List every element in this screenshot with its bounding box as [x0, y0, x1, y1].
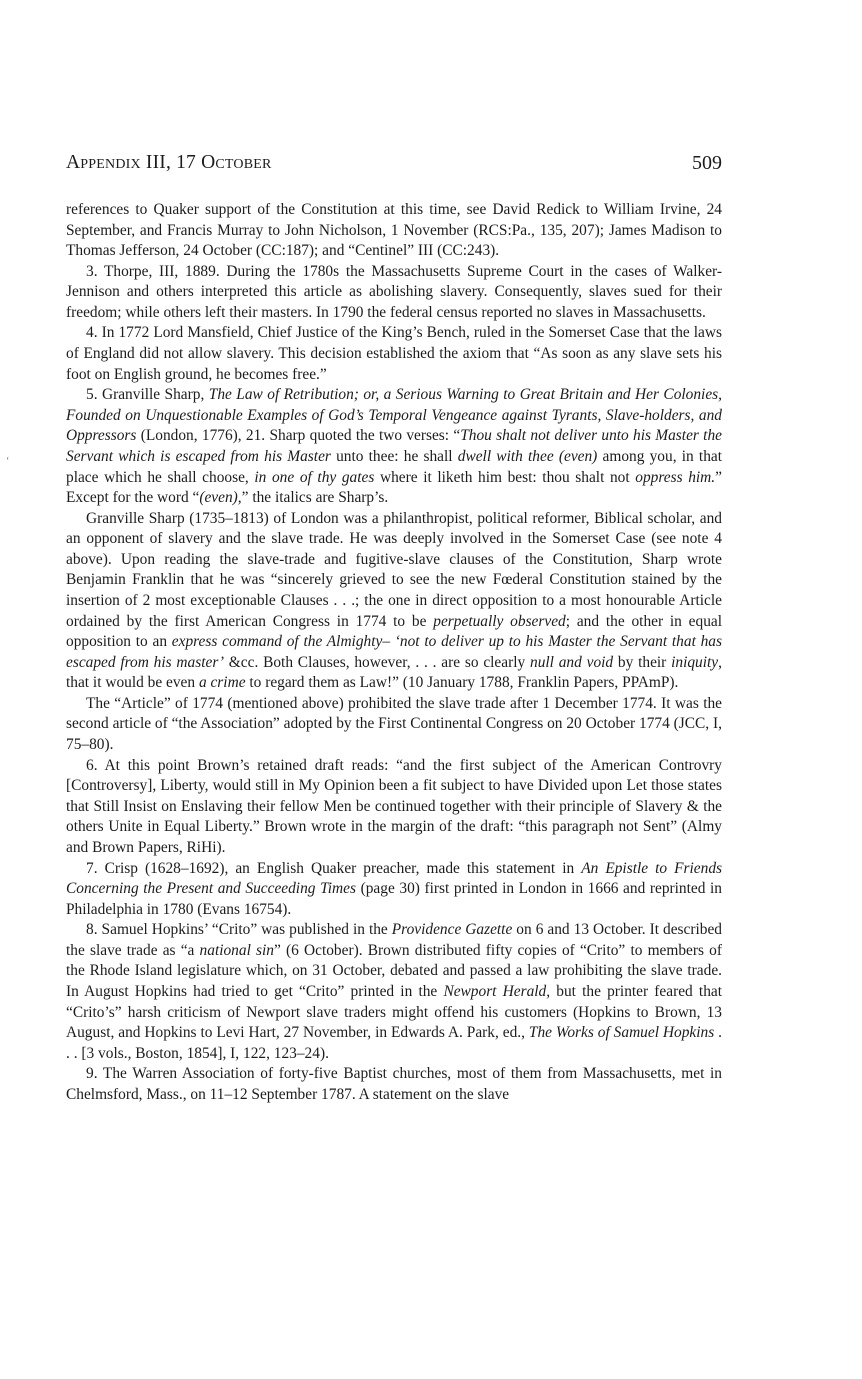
text-run: on 6 and 13 October. It described the slave trade as “a: [66, 921, 722, 959]
text-run: ” Except for the word “: [66, 468, 722, 507]
note-6: [66, 756, 722, 859]
text-run: 3. Thorpe, III, 1889. During the 1780s the Massachusetts Supreme Court in the cases of Walker-Jennison and others interpreted this article as abolishing slavery. Consequently, slaves sued for their freedom; while others left their masters. In 1790 the federal census reported no slaves in Massachusetts.: [66, 262, 722, 321]
text-run: 5. Granville Sharp,: [86, 386, 209, 404]
italic-run: a crime: [198, 674, 246, 692]
text-run: references to Quaker support of the Constitution at this time, see David Redick to William Irvine, 24 September, and Francis Murray to John Nicholson, 1 November (RCS:Pa., 135, 207); James Madison to Thomas Jefferson, 24 October (CC:187); and “Centinel” III (CC:243).: [66, 201, 722, 260]
italic-run: national sin: [199, 941, 274, 959]
italic-run: oppress him.: [635, 468, 716, 486]
running-head: [66, 152, 722, 180]
text-run: &cc. Both Clauses, however, . . . are so clearly: [224, 653, 530, 671]
note-2-continuation: [66, 200, 722, 262]
italic-run: Thou shalt not deliver unto his Master the Servant which is escaped from his Master: [66, 427, 722, 465]
note-3: [66, 262, 722, 324]
note-4: [66, 323, 722, 385]
italic-run: The Works of Samuel Hopkins: [528, 1024, 715, 1042]
italic-run: Newport Herald,: [443, 982, 551, 1000]
text-run: 7. Crisp (1628–1692), an English Quaker preacher, made this statement in: [86, 859, 582, 877]
italic-run: dwell with thee (even): [457, 447, 598, 465]
text-run: ” (6 October). Brown distributed fifty copies of “Crito” to members of the Rhode Island legislature which, on 31 October, debated and passed a law prohibiting the slave trade. In August Hopkins had tried to get “Crito” printed in the: [66, 941, 722, 1000]
text-run: but the printer feared that “Crito’s” harsh criticism of Newport slave traders might offend his customers (Hopkins to Brown, 13 August, and Hopkins to Levi Hart, 27 November, in Edwards A. Park, ed.,: [66, 982, 722, 1042]
text-run: to regard them as Law!” (10 January 1788, Franklin Papers, PPAmP).: [245, 674, 679, 692]
italic-run: null and void: [530, 653, 614, 671]
italic-run: An Epistle to Friends Concerning the Present and Succeeding Times: [66, 859, 722, 898]
italic-run: (even),: [199, 489, 242, 507]
note-5-sharp-bio: [66, 509, 722, 694]
text-run: (page 30) first printed in London in 1666 and reprinted in Philadelphia in 1780 (Evans 16754).: [66, 880, 722, 918]
note-9: [66, 1064, 722, 1105]
text-run: . . . [3 vols., Boston, 1854], I, 122, 123–24).: [66, 1024, 722, 1062]
italic-run: Providence Gazette: [391, 921, 513, 939]
text-run: where it liketh him best: thou shalt not: [374, 468, 636, 486]
text-run: , that it would be even: [66, 653, 722, 692]
italic-run: perpetually observed: [433, 612, 566, 630]
text-run: ; and the other in equal opposition to an: [66, 612, 723, 651]
page-number: 509: [692, 152, 722, 174]
italic-run: The Law of Retribution; or, a Serious Warning to Great Britain and Her Colonies, Founded on Unquestionable Examples of God’s Temporal Vengeance against Tyrants, Slave-holders, and Oppressors: [66, 386, 723, 445]
text-run: unto thee: he shall: [330, 447, 458, 465]
text-run: Granville Sharp (1735–1813) of London was a philanthropist, political reformer, Biblical scholar, and an opponent of slavery and the slave trade. He was deeply involved in the Somerset Case (see note 4 above). Upon reading the slave-trade and fugitive-slave clauses of the Constitution, Sharp wrote Benjamin Franklin that he was “sincerely grieved to see the new Fœderal Constitution stained by the insertion of 2 most exceptionable Clauses . . .; the one in direct opposition to a most honourable Article ordained by the first American Congress in 1774 to be: [66, 509, 722, 630]
text-run: (London, 1776), 21. Sharp quoted the two verses: “: [136, 427, 461, 445]
text-run: 4. In 1772 Lord Mansfield, Chief Justice of the King’s Bench, ruled in the Somerset Case that the laws of England did not allow slavery. This decision established the axiom that “As soon as any slave sets his foot on English ground, he becomes free.”: [66, 324, 722, 383]
text-run: The “Article” of 1774 (mentioned above) prohibited the slave trade after 1 December 1774. It was the second article of “the Association” adopted by the First Continental Congress on 20 October 1774 (JCC, I, 75–80).: [66, 694, 722, 754]
text-run: 8. Samuel Hopkins’ “Crito” was published in the: [86, 921, 392, 939]
text-run: among you, in that place which he shall choose,: [66, 447, 722, 486]
note-5-article: [66, 694, 722, 756]
text-run: 9. The Warren Association of forty-five Baptist churches, most of them from Massachusetts, met in Chelmsford, Mass., on 11–12 September 1787. A statement on the slave: [66, 1065, 722, 1103]
note-5: [66, 385, 722, 508]
text-run: by their: [613, 653, 672, 671]
endnotes-body: [66, 200, 722, 1105]
italic-run: in one of thy gates: [254, 468, 375, 486]
italic-run: express command of the Almighty– ‘not to deliver up to his Master the Servant that has escaped from his master’: [66, 633, 722, 671]
text-run: ” the italics are Sharp’s.: [241, 489, 389, 507]
italic-run: iniquity: [671, 653, 719, 671]
text-run: 6. At this point Brown’s retained draft reads: “and the first subject of the American Controvry [Controversy], Liberty, would still in My Opinion been a fit subject to have Divided upon Let those states that Still Insist on Enslaving their fellow Men be continued together with their principle of Slavery & the others Unite in Equal Liberty.” Brown wrote in the margin of the draft: “this paragraph not Sent” (Almy and Brown Papers, RiHi).: [66, 756, 722, 856]
margin-mark: ‘: [6, 456, 10, 467]
note-7: [66, 859, 722, 921]
note-8: [66, 920, 722, 1064]
running-title: Appendix III, 17 October: [66, 152, 272, 173]
